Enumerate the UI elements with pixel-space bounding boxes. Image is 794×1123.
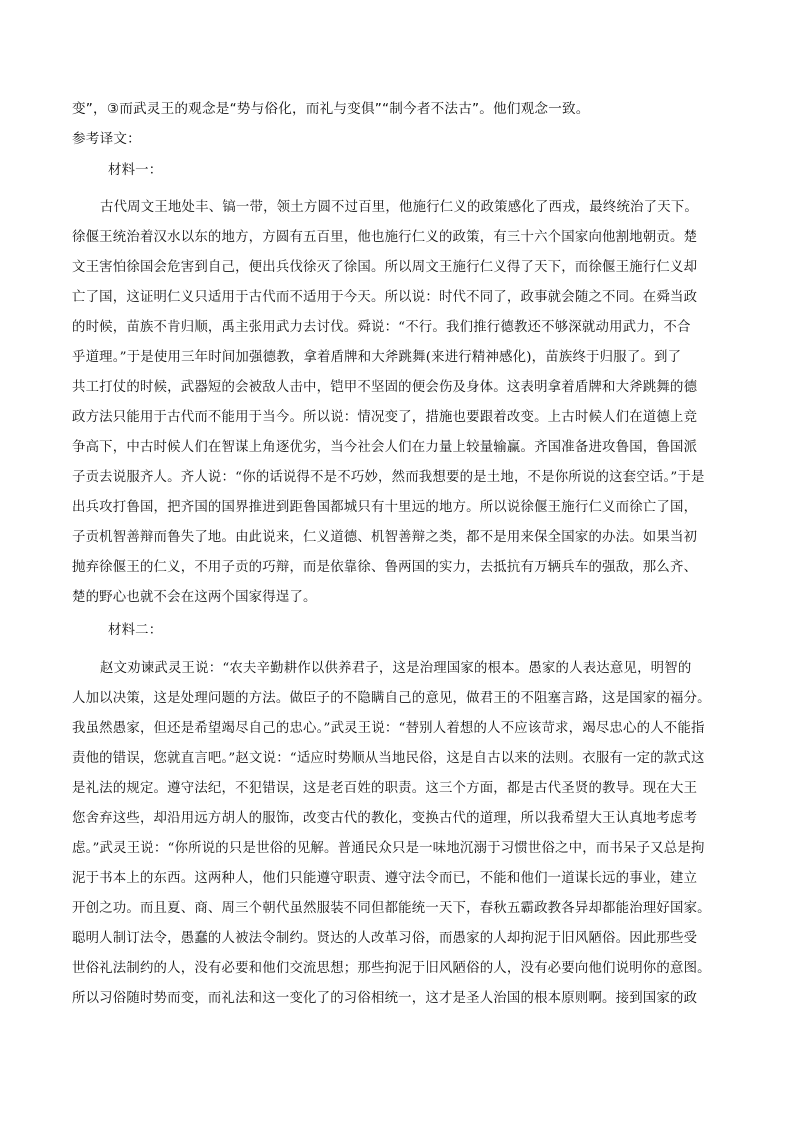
material-two-line: 世俗礼法制约的人，没有必要和他们交流思想；那些拘泥于旧风陋俗的人，没有必要向他们说明你的意图。 (72, 961, 711, 976)
material-two-line: 您舍弃这些，却沿用远方胡人的服饰，改变古代的教化，变换古代的道理，所以我希望大王认真地考虑考 (72, 811, 698, 826)
material-two-line: 虑。”武灵王说：“你所说的只是世俗的见解。普通民众只是一味地沉溺于习惯世俗之中，而书呆子又总是拘 (72, 841, 705, 856)
material-one-label: 材料一： (108, 163, 163, 178)
material-two-line: 所以习俗随时势而变，而礼法和这一变化了的习俗相统一，这才是圣人治国的根本原则啊。接到国家的政 (72, 991, 698, 1006)
material-two-line: 人加以决策，这是处理问题的方法。做臣子的不隐瞒自己的意见，做君王的不阻塞言路，这是国家的福分。 (72, 691, 711, 706)
material-one-line: 文王害怕徐国会危害到自己，便出兵伐徐灭了徐国。所以周文王施行仁义得了天下，而徐偃王施行仁义却 (72, 260, 698, 275)
material-two-line: 泥于书本上的东西。这两种人，他们只能遵守职责、遵守法令而已，不能和他们一道谋长远的事业，建立 (72, 871, 698, 886)
material-one-line: 楚的野心也就不会在这两个国家得逞了。 (72, 590, 317, 605)
material-two-label: 材料二： (108, 623, 163, 638)
material-two-line: 是礼法的规定。遵守法纪，不犯错误，这是老百姓的职责。这三个方面，都是古代圣贤的教导。现在大王 (72, 781, 698, 796)
material-one-line: 共工打仗的时候，武器短的会被敌人击中，铠甲不坚固的便会伤及身体。这表明拿着盾牌和大斧跳舞的德 (72, 380, 698, 395)
material-one-line: 争高下，中古时候人们在智谋上角逐优劣，当今社会人们在力量上较量输赢。齐国准备进攻鲁国，鲁国派 (72, 440, 698, 455)
intro-conclusion-line: 变”，③而武灵王的观念是“势与俗化，而礼与变俱”“制今者不法古”。他们观念一致。 (72, 101, 590, 117)
material-one-line: 的时候，苗族不肯归顺，禹主张用武力去讨伐。舜说：“不行。我们推行德教还不够深就动用武力，不合 (72, 320, 691, 335)
material-one-line: 子贡去说服齐人。齐人说：“你的话说得不是不巧妙，然而我想要的是土地，不是你所说的这套空话。”于是 (72, 470, 705, 485)
material-one-line: 乎道理。”于是使用三年时间加强德教，拿着盾牌和大斧跳舞(来进行精神感化)，苗族终于归服了。到了 (72, 350, 682, 365)
material-one-line: 出兵攻打鲁国，把齐国的国界推进到距鲁国都城只有十里远的地方。所以说徐偃王施行仁义而徐亡了国， (72, 500, 698, 515)
material-two-line: 开创之功。而且夏、商、周三个朝代虽然服装不同但都能统一天下，春秋五霸政教各异却都能治理好国家。 (72, 901, 711, 916)
material-two-line: 赵文劝谏武灵王说：“农夫辛勤耕作以供养君子，这是治理国家的根本。愚家的人表达意见，明智的 (100, 661, 692, 676)
translation-heading: 参考译文： (72, 131, 141, 147)
material-one-line: 亡了国，这证明仁义只适用于古代而不适用于今天。所以说：时代不同了，政事就会随之不同。在舜当政 (72, 290, 698, 305)
material-two-line: 责他的错误，您就直言吧。”赵文说：“适应时势顺从当地民俗，这是自古以来的法则。衣服有一定的款式这 (72, 751, 705, 766)
material-one-line: 古代周文王地处丰、镐一带，领土方圆不过百里，他施行仁义的政策感化了西戎，最终统治了天下。 (100, 200, 698, 215)
material-one-line: 子贡机智善辩而鲁失了地。由此说来，仁义道德、机智善辩之类，都不是用来保全国家的办法。如果当初 (72, 530, 698, 545)
material-one-line: 徐偃王统治着汉水以东的地方，方圆有五百里，他也施行仁义的政策，有三十六个国家向他割地朝贡。楚 (72, 230, 698, 245)
material-one-line: 抛弃徐偃王的仁义，不用子贡的巧辩，而是依靠徐、鲁两国的实力，去抵抗有万辆兵车的强敌，那么齐、 (72, 560, 698, 575)
material-two-line: 我虽然愚家，但还是希望竭尽自己的忠心。”武灵王说：“替别人着想的人不应该苛求，竭尽忠心的人不能指 (72, 721, 705, 736)
material-two-line: 聪明人制订法令，愚蠢的人被法令制约。贤达的人改革习俗，而愚家的人却拘泥于旧风陋俗。因此那些受 (72, 931, 698, 946)
material-one-line: 政方法只能用于古代而不能用于当今。所以说：情况变了，措施也要跟着改变。上古时候人们在道德上竞 (72, 410, 698, 425)
